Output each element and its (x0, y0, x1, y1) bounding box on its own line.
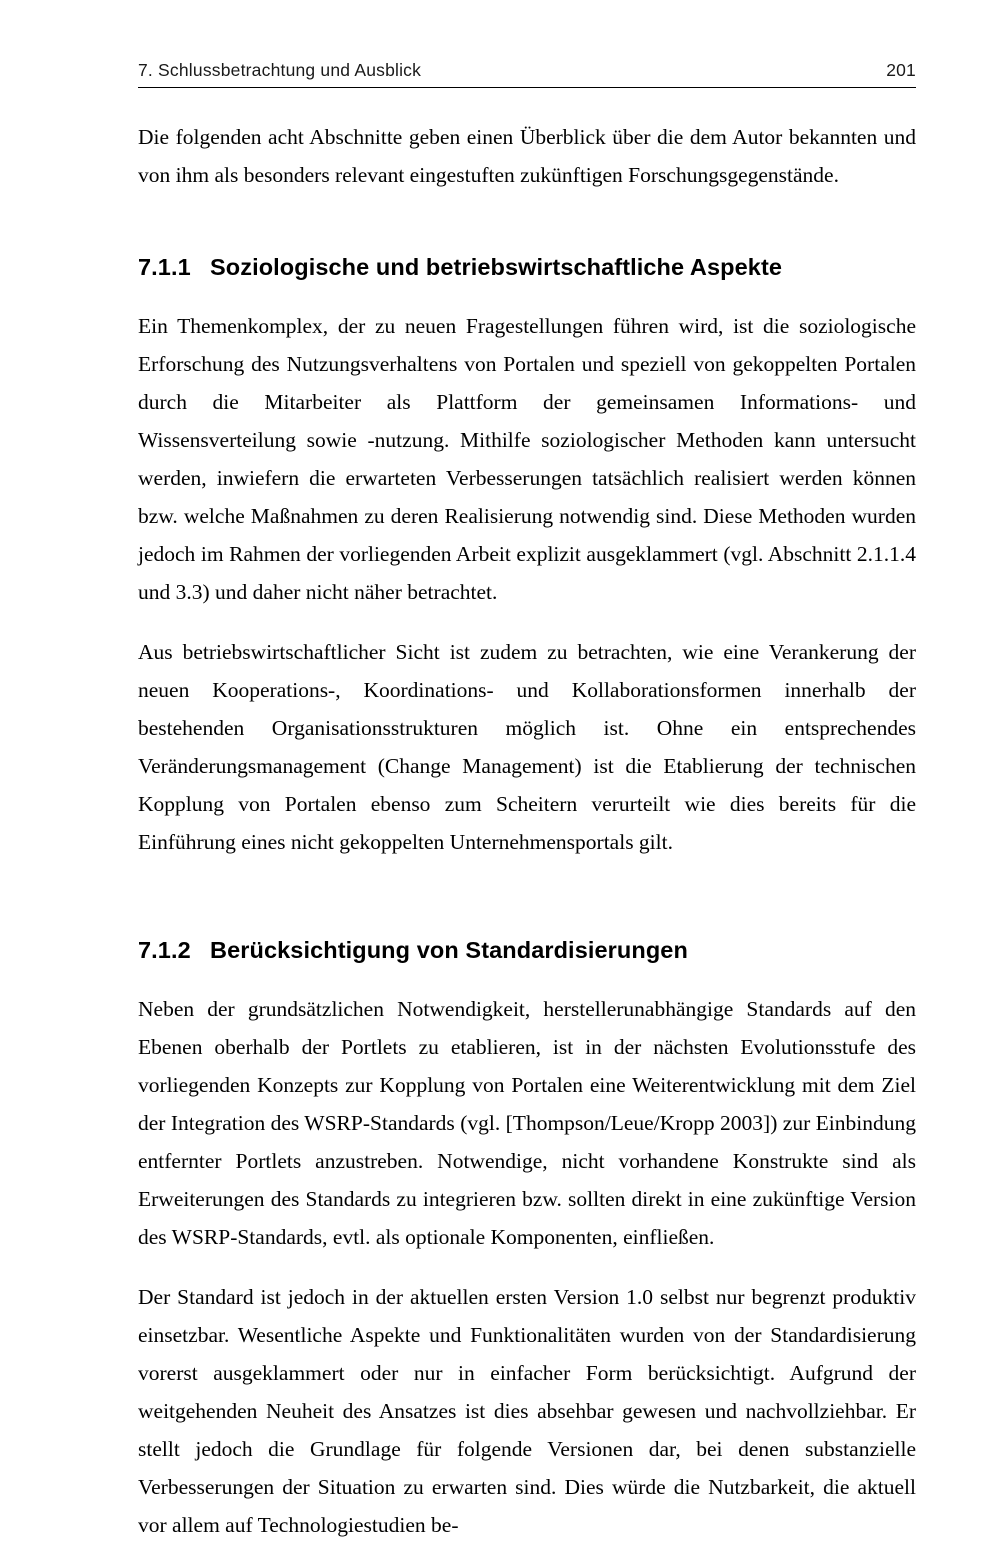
intro-paragraph: Die folgenden acht Abschnitte geben einen Überblick über die dem Autor bekannten und von ihm als besonders relevant eingestuften zukünftigen Forschungsgegenstände. (138, 125, 916, 187)
paragraph: Aus betriebswirtschaftlicher Sicht ist zudem zu betrachten, wie eine Verankerung der neuen Kooperations-, Koordinations- und Kollaborationsformen innerhalb der bestehenden Organisationsstrukturen möglich ist. Ohne ein entsprechendes Veränderungsmanagement (Change Management) ist die Etablierung der technischen Kopplung von Portalen ebenso zum Scheitern verurteilt wie dies bereits für die Einführung eines nicht gekoppelten Unternehmensportals gilt. (138, 640, 916, 854)
section-title: Soziologische und betriebswirtschaftliche Aspekte (210, 254, 783, 280)
page-content (138, 60, 916, 1544)
page-header (138, 60, 916, 88)
header-chapter-title: 7. Schlussbetrachtung und Ausblick (138, 60, 422, 80)
section-heading-712 (138, 937, 916, 964)
paragraph: Der Standard ist jedoch in der aktuellen ersten Version 1.0 selbst nur begrenzt produktiv einsetzbar. Wesentliche Aspekte und Funktionalitäten wurden von der Standardisierung vorerst ausgeklammert oder nur in einfacher Form berücksichtigt. Aufgrund der weitgehenden Neuheit des Ansatzes ist dies absehbar gewesen und nachvollziehbar. Er stellt jedoch die Grundlage für folgende Versionen dar, bei denen substanzielle Verbesserungen der Situation zu erwarten sind. Dies würde die Nutzbarkeit, die aktuell vor allem auf Technologiestudien be- (138, 1285, 916, 1537)
header-page-number: 201 (886, 60, 916, 80)
paragraph: Ein Themenkomplex, der zu neuen Fragestellungen führen wird, ist die soziologische Erforschung des Nutzungsverhaltens von Portalen und speziell von gekoppelten Portalen durch die Mitarbeiter als Plattform der gemeinsamen Informations- und Wissensverteilung sowie -nutzung. Mithilfe soziologischer Methoden kann untersucht werden, inwiefern die erwarteten Verbesserungen tatsächlich realisiert werden können bzw. welche Maßnahmen zu deren Realisierung notwendig sind. Diese Methoden wurden jedoch im Rahmen der vorliegenden Arbeit explizit ausgeklammert (vgl. Abschnitt 2.1.1.4 und 3.3) und daher nicht näher betrachtet. (138, 314, 916, 604)
section-number: 7.1.2 (138, 937, 191, 963)
section-title: Berücksichtigung von Standardisierungen (210, 937, 688, 963)
paragraph: Neben der grundsätzlichen Notwendigkeit, herstellerunabhängige Standards auf den Ebenen oberhalb der Portlets zu etablieren, ist in der nächsten Evolutionsstufe des vorliegenden Konzepts zur Kopplung von Portalen eine Weiterentwicklung mit dem Ziel der Integration des WSRP-Standards (vgl. [Thompson/Leue/Kropp 2003]) zur Einbindung entfernter Portlets anzustreben. Notwendige, nicht vorhandene Konstrukte sind als Erweiterungen des Standards zu integrieren bzw. sollten direkt in eine zukünftige Version des WSRP-Standards, evtl. als optionale Komponenten, einfließen. (138, 997, 916, 1249)
section-heading-711 (138, 254, 916, 281)
section-number: 7.1.1 (138, 254, 191, 280)
